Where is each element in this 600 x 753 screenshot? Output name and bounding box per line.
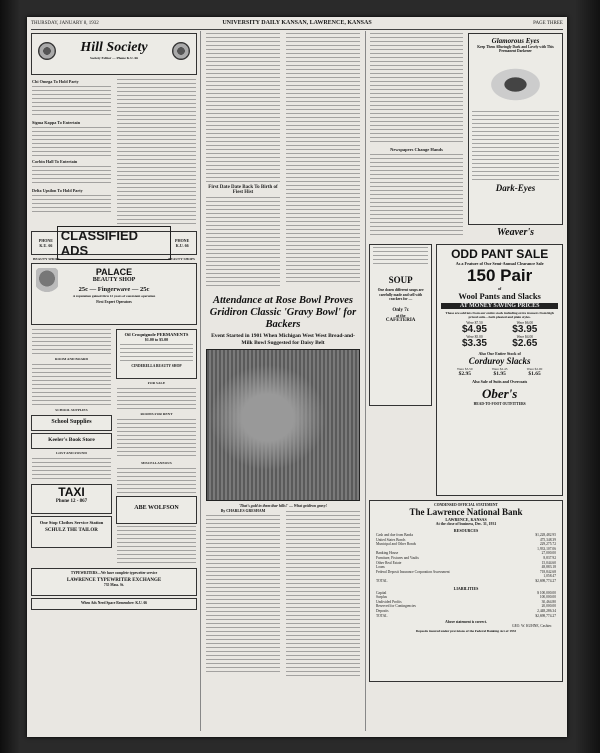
story-column-d xyxy=(283,509,363,679)
classified-text xyxy=(117,468,196,494)
price-cell xyxy=(449,335,499,349)
bank-statement-ad xyxy=(369,500,563,682)
dark-eyes-brand: Dark-Eyes xyxy=(495,183,536,193)
news-text xyxy=(32,86,111,118)
bank-city: LAWRENCE, KANSAS xyxy=(445,517,487,522)
society-subtitle: Society Editor — Phone K.U. 66 xyxy=(89,56,139,60)
rose-bowl-headline: Attendance at Rose Bowl Proves Gridiron Classic 'Gravy Bowl' for Backers xyxy=(209,295,357,330)
ornament-right-icon xyxy=(172,42,190,60)
rose-bowl-subhead: Event Started in 1901 When Michigan West West Bread-and-Milk Bowl Suggested for Daisy Belt xyxy=(211,333,355,346)
row-label: Cash and due from Banks xyxy=(376,533,414,537)
story-column-b xyxy=(283,31,363,291)
ad-text xyxy=(373,247,428,265)
pant-sale-area xyxy=(434,242,565,498)
row-value: 15,044.60 xyxy=(541,560,556,565)
row-value: 1,058.47 xyxy=(543,574,556,579)
row-label: Undivided Profits xyxy=(376,599,402,604)
society-banner xyxy=(31,33,197,75)
row-value: $1,228,482.95 xyxy=(535,533,556,537)
bank-officer: GEO. W. KUHNE, Cashier. xyxy=(511,624,552,629)
cord-price-was: Were $2.45 xyxy=(491,367,508,371)
story-column-c xyxy=(203,509,283,679)
price-now: $2.65 xyxy=(512,338,538,349)
row-label: United States Bonds xyxy=(376,537,406,542)
news-head-delta-upsilon: Delta Upsilon To Hold Party xyxy=(32,188,83,193)
column-middle xyxy=(203,31,363,731)
soup-ad-area xyxy=(367,242,434,498)
row-label: Banking House xyxy=(376,551,399,556)
row-label: Reserved for Contingencies xyxy=(376,604,416,609)
row-label: Capital xyxy=(376,590,387,595)
story-text xyxy=(206,197,280,289)
news-text xyxy=(370,154,463,238)
price-grid xyxy=(449,321,550,349)
row-value: 30,464.80 xyxy=(541,599,556,604)
section-room-board: ROOM AND BOARD xyxy=(54,357,89,361)
story-headline: First Date Date Back To Birth of Fiest Hist xyxy=(208,185,278,195)
story-text xyxy=(286,33,360,283)
row-value: 718,842.68 xyxy=(539,569,556,574)
row-value: 229,275.72 xyxy=(539,542,556,547)
weavers-logo: Weaver's xyxy=(496,227,535,238)
classified-text xyxy=(32,364,111,406)
row-value: 20,000.00 xyxy=(541,604,556,609)
glamorous-title: Glamorous Eyes xyxy=(491,37,540,45)
society-title: Hill Society xyxy=(80,40,148,55)
row-value: 100,000.00 xyxy=(539,595,556,600)
price-now: $4.95 xyxy=(461,324,487,335)
liabilities-table xyxy=(376,591,556,619)
row-value: $2,698,774.27 xyxy=(535,578,556,583)
news-text xyxy=(32,127,111,157)
typewriter-head: TYPEWRITERS—We have complete typewriter service xyxy=(70,571,158,575)
row-label: TOTAL xyxy=(376,613,388,618)
keeler-ad xyxy=(31,433,112,449)
row-label: Other Real Estate xyxy=(376,560,402,565)
cord-price-cell xyxy=(447,367,482,377)
oil-text xyxy=(120,344,193,362)
school-supplies-ad xyxy=(31,415,112,431)
classified-footer xyxy=(31,598,197,610)
photo-caption: 'That's gold in them thar hills!' — What gridiron gravy! xyxy=(238,504,328,508)
newspapers-headline: Newspapers Change Hands xyxy=(390,147,443,152)
bank-name: The Lawrence National Bank xyxy=(409,507,523,517)
news-head-chi-omega: Chi Omega To Hold Party xyxy=(32,79,79,84)
classified-text xyxy=(117,388,196,410)
one-stop-ad xyxy=(31,516,112,548)
palace-beauty-ad xyxy=(31,263,197,325)
bank-close: At the close of business, Dec. 31, 1931 xyxy=(435,522,497,526)
ornament-left-icon xyxy=(38,42,56,60)
soup-ad xyxy=(369,244,432,406)
cord-price-cell xyxy=(482,367,517,377)
row-value: 475,348.39 xyxy=(539,537,556,542)
soup-title: SOUP xyxy=(388,275,413,285)
eye-illustration-icon xyxy=(473,57,558,107)
classified-phone-left: PHONE K.U. 66 xyxy=(38,238,53,248)
dark-eyes-ad xyxy=(466,31,565,240)
odd-pant-feature: As a Feature of Our Semi-Annual Clearance Sale xyxy=(455,261,544,266)
column-rule xyxy=(200,31,201,731)
row-label: Deposits xyxy=(376,608,389,613)
cord-price-was: Were $2.00 xyxy=(526,367,543,371)
newspaper-page xyxy=(27,17,567,737)
cinderella-name: CINDERELLA BEAUTY SHOP xyxy=(131,364,182,368)
soup-at: at the xyxy=(395,312,406,318)
woman-portrait-icon xyxy=(36,268,58,298)
abe-wolfson-ad xyxy=(116,496,197,524)
section-school-supplies: SCHOOL SUPPLIES xyxy=(55,408,88,412)
cafeteria-name: CAFETERIA xyxy=(385,317,416,323)
palace-footer: First Expert Operators xyxy=(96,300,132,304)
odd-pant-title: ODD PANT SALE xyxy=(451,247,549,261)
row-value: 1,933,107.06 xyxy=(537,546,556,551)
palace-sub: BEAUTY SHOP xyxy=(92,277,136,283)
classified-banner xyxy=(31,228,197,258)
oil-title: Oil Croquignole PERMANENTS xyxy=(124,332,189,337)
corduroy-title: Corduroy Slacks xyxy=(468,356,531,366)
price-was: Were $7.50 xyxy=(466,321,483,325)
classified-footer-text: When Ads Need Space Remember: K.U. 66 xyxy=(80,601,148,605)
price-now: $3.35 xyxy=(461,338,487,349)
classified-text xyxy=(32,458,111,482)
row-label: Furniture, Fixtures and Vaults xyxy=(376,555,419,560)
beauty-shops-label-left: BEAUTY SHOPS xyxy=(33,257,60,261)
column-right xyxy=(367,31,565,731)
news-text xyxy=(370,33,463,145)
classified-title: CLASSIFIED ADS xyxy=(57,226,172,260)
bank-footer: Deposits insured under provisions of the Federal Banking Act of 1933 xyxy=(415,629,517,634)
section-rooms-rent: ROOMS FOR RENT xyxy=(140,412,173,416)
cord-price-now: $1.95 xyxy=(493,371,506,377)
row-value: 8,837.92 xyxy=(543,555,556,560)
row-label: Loans xyxy=(376,565,385,570)
price-was: Were $4.00 xyxy=(516,335,534,339)
row-value: 27,000.00 xyxy=(541,551,556,556)
table-row xyxy=(376,579,556,584)
classified-list-right xyxy=(114,327,199,566)
news-column xyxy=(367,31,466,240)
society-news-left xyxy=(29,77,114,229)
obers-tagline: HEAD-TO-FOOT OUTFITTERS xyxy=(473,402,526,406)
row-value: 48,883.18 xyxy=(541,565,556,570)
section-misc: MISCELLANEOUS xyxy=(141,461,172,465)
price-cell xyxy=(449,321,499,335)
news-text xyxy=(117,79,196,227)
obers-logo: Ober's xyxy=(481,386,518,401)
taxi-ad xyxy=(31,484,112,514)
column-rule xyxy=(365,31,366,731)
keeler-name: Keeler's Book Store xyxy=(48,437,95,443)
abe-name: ABE WOLFSON xyxy=(134,505,179,511)
row-value: $ 100,000.00 xyxy=(537,590,556,595)
palace-note: A reputation gained thru 12 years of consistent operation xyxy=(72,294,156,298)
resources-table xyxy=(376,533,556,584)
story-text xyxy=(286,511,360,677)
value-desc: These are odd lots from our entire stock including extra trousers from high priced suits—both pleated and plain styles. xyxy=(445,311,554,319)
odd-pant-sale-ad xyxy=(436,244,563,496)
oil-price: $1.00 to $5.00 xyxy=(144,337,169,342)
glamorous-sub: Keep Them Alluringly Dark and Lovely with This Permanent Darkener xyxy=(477,45,554,53)
palace-name: PALACE xyxy=(95,267,133,277)
taxi-phone: Phone 12 - 867 xyxy=(55,499,88,504)
palace-offer: 25c — Fingerwave — 25c xyxy=(78,286,150,293)
row-value: 2,448,286.34 xyxy=(537,608,556,613)
column-left xyxy=(29,31,199,731)
classified-text xyxy=(117,526,196,564)
cord-price-was: Were $3.50 xyxy=(456,367,473,371)
row-label: TOTAL xyxy=(376,578,388,583)
news-text xyxy=(32,166,111,186)
news-head-sigma-kappa: Sigma Kappa To Entertain xyxy=(32,120,81,125)
story-text xyxy=(206,33,280,183)
schulz-name: SCHULZ THE TAILOR xyxy=(45,528,98,533)
classified-phone-right: PHONE K.U. 66 xyxy=(175,238,190,248)
liabilities-label: LIABILITIES xyxy=(453,585,479,591)
byline: By CHARLES GRESHAM xyxy=(220,509,266,513)
school-supplies-title: School Supplies xyxy=(51,419,92,425)
price-was: Were $6.00 xyxy=(516,321,534,325)
savings-bar: AT MONEY SAVING PRICES xyxy=(441,303,558,309)
row-label: Municipal and Other Bonds xyxy=(376,542,417,547)
cord-price-cell xyxy=(517,367,552,377)
price-was: Were $5.00 xyxy=(466,335,483,339)
header-page-number: PAGE THREE xyxy=(533,21,563,26)
soup-price: Only 7c xyxy=(392,307,409,313)
one-stop-title: One Stop Clothes Service Station xyxy=(39,520,104,525)
news-head-corbin: Corbin Hall To Entertain xyxy=(32,159,78,164)
header-date: THURSDAY, JANUARY 8, 1932 xyxy=(31,21,99,26)
story-column-a xyxy=(203,31,283,291)
ad-text xyxy=(472,111,559,181)
header-masthead: UNIVERSITY DAILY KANSAN, LAWRENCE, KANSAS xyxy=(222,20,372,26)
typewriter-company: LAWRENCE TYPEWRITER EXCHANGE xyxy=(66,578,162,583)
soup-text: One dozen different soups are carefully made and sell with crackers for — xyxy=(377,288,424,301)
bank-correct: Above statement is correct. xyxy=(445,620,487,625)
beauty-shops-label-right: BEAUTY SHOPS xyxy=(168,257,195,261)
table-row xyxy=(376,614,556,619)
classified-text xyxy=(32,329,111,355)
oil-permanents-ad xyxy=(116,329,197,379)
story-text xyxy=(206,515,280,675)
wool-title: Wool Pants and Slacks xyxy=(458,291,541,301)
odd-pant-of: of xyxy=(497,286,502,291)
resources-label: RESOURCES xyxy=(453,528,479,533)
typewriter-address: 735 Mass. St. xyxy=(103,583,125,587)
row-value: $2,698,774.27 xyxy=(535,613,556,618)
corduroy-price-grid xyxy=(447,367,552,377)
page-header xyxy=(31,19,563,30)
price-cell xyxy=(500,321,550,335)
cord-price-now: $1.65 xyxy=(528,371,541,377)
taxi-title: TAXI xyxy=(58,485,85,499)
typewriter-ad xyxy=(31,568,197,596)
section-lost-found: LOST AND FOUND xyxy=(56,451,87,455)
also-label: Also Our Entire Stock of xyxy=(478,351,521,356)
cord-price-now: $2.95 xyxy=(458,371,471,377)
rose-bowl-photo xyxy=(206,349,360,501)
price-cell xyxy=(500,335,550,349)
classified-list-left xyxy=(29,327,114,566)
odd-pant-qty: 150 Pair xyxy=(467,266,533,285)
classified-text xyxy=(117,419,196,459)
row-label: Surplus xyxy=(376,595,387,600)
news-text xyxy=(32,195,111,215)
section-for-sale: FOR SALE xyxy=(147,381,166,385)
society-news-right xyxy=(114,77,199,229)
row-label: Federal Deposit Insurance Corporation Assessment xyxy=(376,569,450,574)
price-now: $3.95 xyxy=(512,324,538,335)
bank-small: CONDENSED OFFICIAL STATEMENT xyxy=(434,503,498,507)
also-sale: Also Sale of Suits and Overcoats xyxy=(472,379,528,384)
